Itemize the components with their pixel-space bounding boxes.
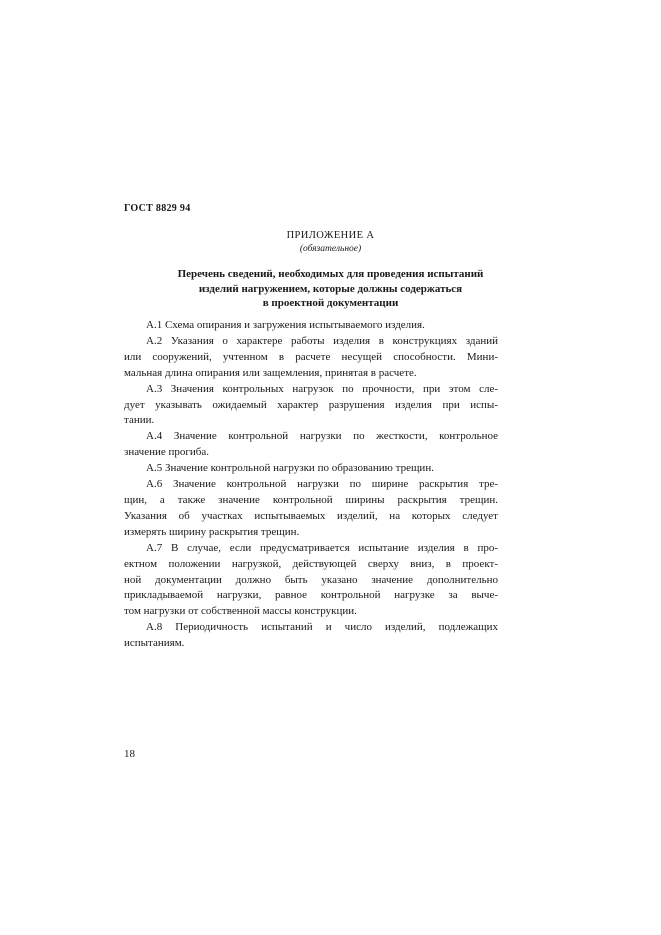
text-line: том нагрузки от собственной массы конструкции. — [124, 605, 357, 618]
text-line: значение прогиба. — [124, 446, 210, 459]
text-line: А.5 Значение контрольной нагрузки по образованию трещин. — [146, 462, 434, 475]
text-line: А.2 Указания о характере работы изделия в конструкциях зданий — [146, 334, 498, 347]
text-line: А.3 Значения контрольных нагрузок по прочности, при этом сле- — [146, 382, 498, 395]
text-line: А.4 Значение контрольной нагрузки по жесткости, контрольное — [146, 430, 498, 443]
text-line: мальная длина опирания или защемления, принятая в расчете. — [124, 366, 417, 379]
text-line: щин, а также значение контрольной ширины раскрытия трещин. — [124, 493, 498, 506]
text-line: измерять ширину раскрытия трещин. — [124, 525, 300, 538]
heading-line: Перечень сведений, необходимых для проведения испытаний — [177, 268, 484, 280]
item-a7 — [124, 541, 498, 621]
text-line: А.8 Периодичность испытаний и число изделий, подлежащих — [146, 621, 498, 634]
text-line: дует указывать ожидаемый характер разрушения изделия при испы- — [124, 398, 498, 411]
appendix-subtitle: (обязательное) — [299, 244, 362, 254]
item-a8 — [124, 620, 498, 652]
item-a3 — [124, 382, 498, 430]
item-a4 — [124, 429, 498, 461]
text-line: прикладываемой нагрузки, равное контрольной нагрузке за выче- — [124, 589, 498, 602]
text-line: Указания об участках испытываемых изделий, на которых следует — [124, 509, 498, 522]
text-line: А.1 Схема опирания и загружения испытываемого изделия. — [146, 319, 425, 331]
text-line: А.6 Значение контрольной нагрузки по ширине раскрытия тре- — [146, 478, 498, 491]
item-a6 — [124, 477, 498, 541]
text-line: ектном положении нагрузкой, действующей сверху вниз, в проект- — [124, 557, 498, 570]
text-line: или сооружений, учтенном в расчете несущей способности. Мини- — [124, 350, 498, 363]
text-line: ной документации должно быть указано значение дополнительно — [124, 573, 498, 586]
text-line: А.7 В случае, если предусматривается испытание изделия в про- — [146, 541, 498, 554]
item-a2 — [124, 334, 498, 382]
requirements-list — [124, 318, 498, 652]
heading-line: в проектной документации — [262, 297, 399, 309]
item-a1 — [124, 318, 498, 334]
page-number: 18 — [124, 748, 135, 760]
text-line: тании. — [124, 414, 155, 427]
standard-header: ГОСТ 8829 94 — [124, 203, 191, 214]
section-heading — [0, 267, 661, 311]
heading-line: изделий нагружением, которые должны содержаться — [198, 282, 463, 295]
item-a5 — [124, 461, 498, 477]
appendix-title: ПРИЛОЖЕНИЕ А — [286, 230, 375, 241]
text-line: испытаниям. — [124, 637, 185, 650]
